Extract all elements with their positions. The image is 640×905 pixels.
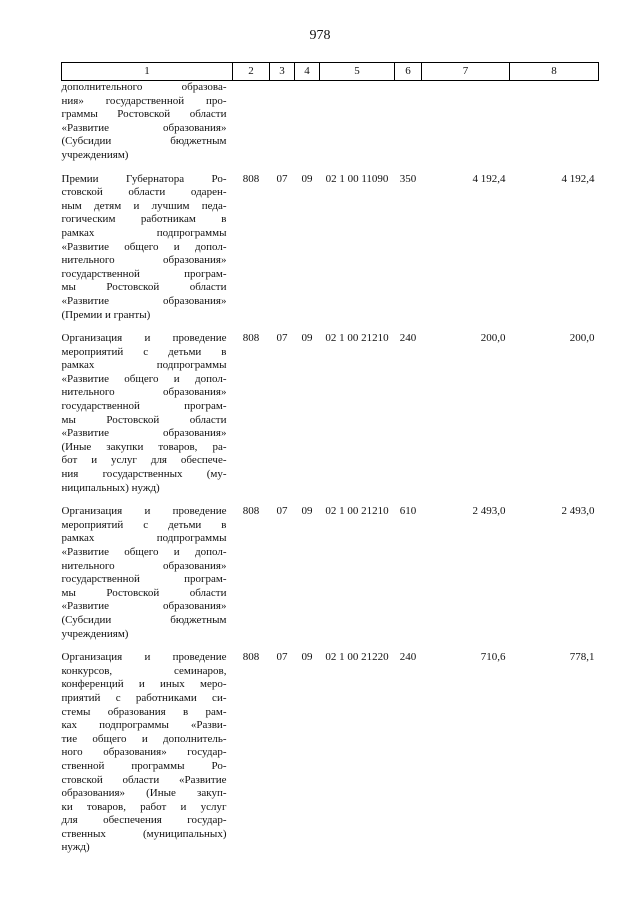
row-spacer xyxy=(62,163,599,173)
amount-year1-cell: 2 493,0 xyxy=(472,505,506,518)
header-cell: 3 xyxy=(270,63,295,81)
subsection-cell: 09 xyxy=(301,172,313,185)
description-line: «Развитие общего и допол- xyxy=(61,546,227,558)
description-line: государственной програм- xyxy=(61,267,227,280)
description-line: стовской области «Развитие xyxy=(61,773,227,786)
description-line: граммы Ростовской области xyxy=(61,108,227,121)
section-cell: 07 xyxy=(276,172,288,185)
table-row xyxy=(62,173,599,323)
description-line: ниципальных) нужд) xyxy=(61,481,160,494)
description-line: гогическим работникам в xyxy=(61,213,227,226)
amount-year2-cell: 2 493,0 xyxy=(561,505,595,518)
expense-type-cell: 240 xyxy=(399,332,417,345)
header-cell: 2 xyxy=(233,63,270,81)
row-spacer xyxy=(62,322,599,332)
description-line: конкурсов, семинаров, xyxy=(61,664,227,677)
admin-code-cell: 808 xyxy=(242,332,260,345)
subsection-cell: 09 xyxy=(301,332,313,345)
description-cell xyxy=(62,81,233,163)
description-line: для обеспечения государ- xyxy=(61,814,227,827)
description-line: государственной програм- xyxy=(61,400,227,413)
table-row xyxy=(62,332,599,495)
description-line: мероприятий с детьми в xyxy=(61,518,227,531)
section-cell: 07 xyxy=(276,651,288,664)
target-article-cell: 02 1 00 21210 xyxy=(325,505,389,518)
section-cell xyxy=(270,81,295,163)
header-cell: 6 xyxy=(395,63,422,81)
description-line: рамках подпрограммы xyxy=(61,532,227,545)
description-line: государственной програм- xyxy=(61,573,227,586)
description-line: (Иные закупки товаров, ра- xyxy=(61,440,227,453)
description-line: мы Ростовской области xyxy=(61,586,227,599)
description-line: «Развитие образования» xyxy=(61,121,227,134)
admin-code-cell: 808 xyxy=(242,172,260,185)
description-line: нительного образования» xyxy=(61,386,227,399)
description-line: ния государственных (му- xyxy=(61,468,227,481)
section-cell: 07 xyxy=(276,505,288,518)
amount-year2-cell: 4 192,4 xyxy=(561,172,595,185)
description-line: (Субсидии бюджетным xyxy=(61,613,227,626)
header-cell: 4 xyxy=(295,63,320,81)
budget-table xyxy=(61,62,599,855)
header-row xyxy=(62,63,599,81)
description-line: ках подпрограммы «Разви- xyxy=(61,719,227,732)
description-line: бот и услуг для обеспече- xyxy=(61,454,227,467)
amount-year2-cell xyxy=(510,81,599,163)
admin-code-cell: 808 xyxy=(242,505,260,518)
description-cell xyxy=(62,173,233,323)
expense-type-cell: 240 xyxy=(399,651,417,664)
description-line: рамках подпрограммы xyxy=(61,359,227,372)
description-line: нительного образования» xyxy=(61,559,227,572)
description-line: нительного образования» xyxy=(61,254,227,267)
section-cell: 07 xyxy=(276,332,288,345)
expense-type-cell: 610 xyxy=(399,505,417,518)
amount-year1-cell: 200,0 xyxy=(480,332,506,345)
description-line: (Премии и гранты) xyxy=(61,308,151,321)
target-article-cell: 02 1 00 21210 xyxy=(325,332,389,345)
description-line: Организация и проведение xyxy=(61,651,227,664)
target-article-cell xyxy=(320,81,395,163)
description-line: конференций и иных меро- xyxy=(61,678,227,691)
table-row xyxy=(62,505,599,641)
description-line: рамках подпрограммы xyxy=(61,226,227,239)
row-spacer xyxy=(62,495,599,505)
header-cell: 7 xyxy=(422,63,510,81)
description-line: мы Ростовской области xyxy=(61,281,227,294)
amount-year1-cell xyxy=(422,81,510,163)
description-line: дополнительного образова- xyxy=(61,81,227,93)
description-line: тие общего и дополнитель- xyxy=(61,732,227,745)
description-line: учреждениям) xyxy=(61,627,129,640)
description-line: ки товаров, работ и услуг xyxy=(61,800,227,813)
description-line: «Развитие образования» xyxy=(61,600,227,613)
description-line: ственной программы Ро- xyxy=(61,759,227,772)
description-line: ного образования» государ- xyxy=(61,746,227,759)
subsection-cell xyxy=(295,81,320,163)
header-cell: 5 xyxy=(320,63,395,81)
description-line: Премии Губернатора Ро- xyxy=(61,172,227,185)
description-line: ственных (муниципальных) xyxy=(61,827,227,840)
row-spacer xyxy=(62,641,599,651)
description-line: «Развитие общего и допол- xyxy=(61,372,227,385)
page-number: 978 xyxy=(309,28,331,43)
amount-year1-cell: 710,6 xyxy=(480,651,506,664)
description-line: приятий с работниками си- xyxy=(61,691,227,704)
description-line: Организация и проведение xyxy=(61,505,227,518)
description-line: (Субсидии бюджетным xyxy=(61,135,227,148)
description-line: стемы образования в рам- xyxy=(61,705,227,718)
subsection-cell: 09 xyxy=(301,505,313,518)
description-line: ным детям и лучшим педа- xyxy=(61,199,227,212)
description-cell xyxy=(62,332,233,495)
amount-year1-cell: 4 192,4 xyxy=(472,172,506,185)
description-line: учреждениям) xyxy=(61,148,129,161)
description-line: «Развитие образования» xyxy=(61,427,227,440)
description-line: «Развитие образования» xyxy=(61,294,227,307)
description-line: стовской области одарен- xyxy=(61,186,227,199)
description-line: образования» (Иные закуп- xyxy=(61,787,227,800)
description-line: ния» государственной про- xyxy=(61,94,227,107)
description-line: Организация и проведение xyxy=(61,332,227,345)
admin-code-cell: 808 xyxy=(242,651,260,664)
description-line: «Развитие общего и допол- xyxy=(61,240,227,253)
amount-year2-cell: 778,1 xyxy=(569,651,595,664)
target-article-cell: 02 1 00 11090 xyxy=(325,172,389,185)
expense-type-cell xyxy=(395,81,422,163)
description-cell xyxy=(62,651,233,855)
header-cell: 1 xyxy=(62,63,233,81)
target-article-cell: 02 1 00 21220 xyxy=(325,651,389,664)
expense-type-cell: 350 xyxy=(399,172,417,185)
subsection-cell: 09 xyxy=(301,651,313,664)
description-cell xyxy=(62,505,233,641)
description-line: нужд) xyxy=(61,841,90,854)
header-cell: 8 xyxy=(510,63,599,81)
description-line: мероприятий с детьми в xyxy=(61,345,227,358)
admin-code-cell xyxy=(233,81,270,163)
amount-year2-cell: 200,0 xyxy=(569,332,595,345)
table-row xyxy=(62,651,599,855)
table-row xyxy=(62,81,599,163)
description-line: мы Ростовской области xyxy=(61,413,227,426)
